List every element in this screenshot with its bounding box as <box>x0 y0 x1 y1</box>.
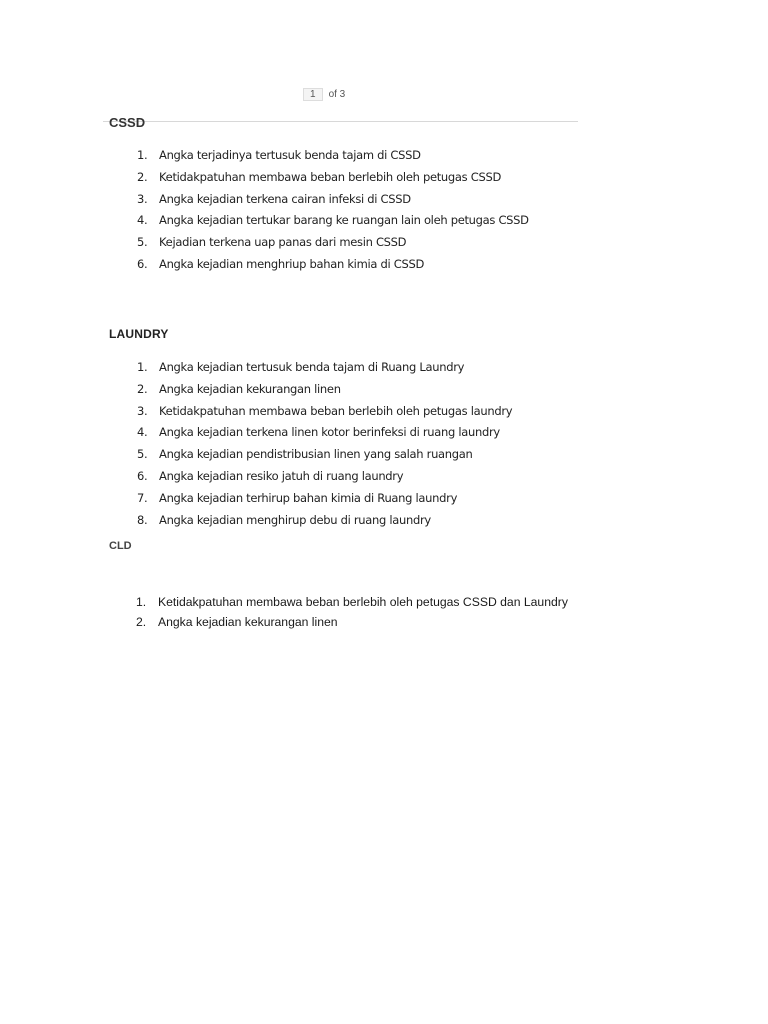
list-item: 6. Angka kejadian resiko jatuh di ruang laundry <box>137 468 404 483</box>
pasted-screenshot <box>103 82 578 558</box>
list-item: 1. Ketidakpatuhan membawa beban berlebih oleh petugas CSSD dan Laundry <box>136 595 568 609</box>
list-item: 4. Angka kejadian tertukar barang ke ruangan lain oleh petugas CSSD <box>137 213 529 228</box>
list-item: 7. Angka kejadian terhirup bahan kimia di Ruang laundry <box>137 490 458 505</box>
typed-list <box>136 592 568 632</box>
list-item: 1. Angka kejadian tertusuk benda tajam di Ruang Laundry <box>137 360 465 374</box>
page-indicator <box>303 88 345 100</box>
list-item: 2. Angka kejadian kekurangan linen <box>136 615 338 629</box>
list-item: 2. Ketidakpatuhan membawa beban berlebih oleh petugas CSSD <box>137 169 501 184</box>
cssd-list <box>137 145 529 276</box>
page-total: of 3 <box>328 89 346 100</box>
page-current: 1 <box>303 88 323 101</box>
list-item: 8. Angka kejadian menghirup debu di ruang laundry <box>137 512 431 527</box>
cssd-heading: CSSD <box>109 115 146 130</box>
laundry-heading: LAUNDRY <box>109 327 169 341</box>
list-item: 3. Ketidakpatuhan membawa beban berlebih oleh petugas laundry <box>137 403 513 418</box>
list-item: 3. Angka kejadian terkena cairan infeksi di CSSD <box>137 191 411 206</box>
list-item: 4. Angka kejadian terkena linen kotor berinfeksi di ruang laundry <box>137 425 500 440</box>
cut-off-heading: CLD <box>109 540 132 552</box>
list-item: 5. Kejadian terkena uap panas dari mesin CSSD <box>137 235 407 250</box>
laundry-list <box>137 357 512 531</box>
list-item: 2. Angka kejadian kekurangan linen <box>137 381 341 396</box>
list-item: 5. Angka kejadian pendistribusian linen yang salah ruangan <box>137 447 473 462</box>
list-item: 1. Angka terjadinya tertusuk benda tajam di CSSD <box>137 148 421 162</box>
list-item: 6. Angka kejadian menghriup bahan kimia di CSSD <box>137 256 425 271</box>
divider-line <box>103 121 578 122</box>
